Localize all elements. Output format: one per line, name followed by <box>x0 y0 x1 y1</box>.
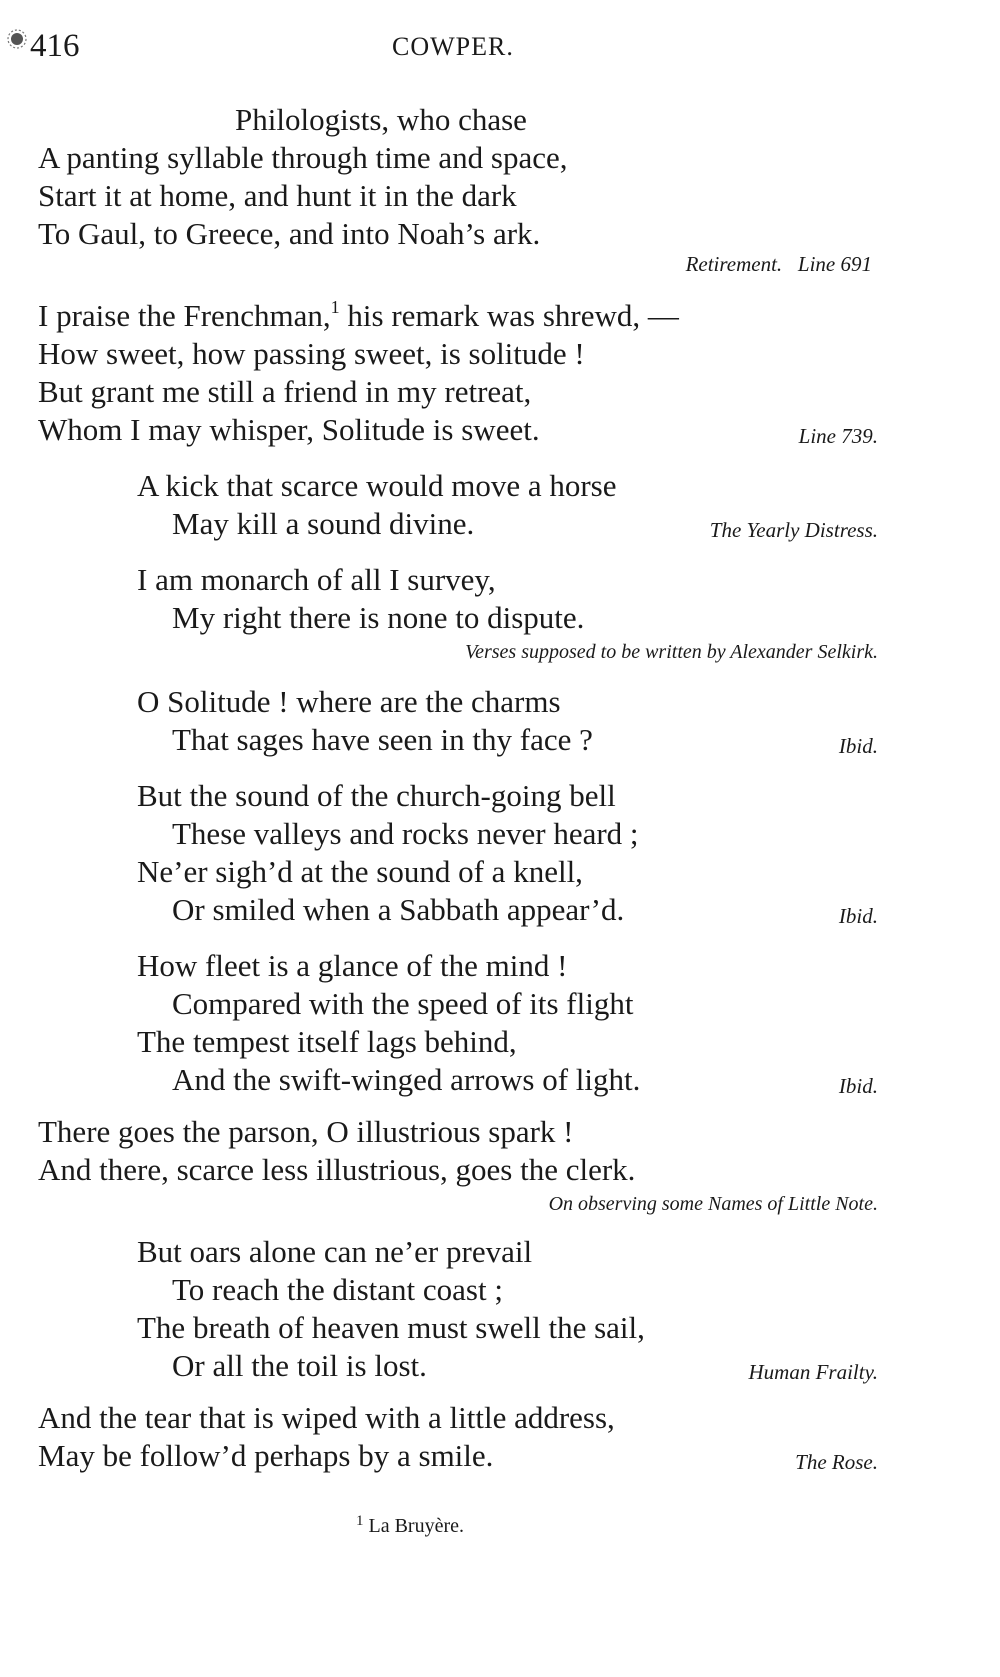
citation: Line 739. <box>798 424 878 448</box>
verse-line: There goes the parson, O illustrious spark ! <box>38 1114 574 1149</box>
verse-line: Ne’er sigh’d at the sound of a knell, <box>137 854 583 889</box>
verse-line: A kick that scarce would move a horse <box>137 468 617 503</box>
verse-line: Start it at home, and hunt it in the dark <box>38 178 517 213</box>
footnote-mark: 1 <box>330 297 340 317</box>
verse-line: To Gaul, to Greece, and into Noah’s ark. <box>38 216 541 251</box>
verse-line: But oars alone can ne’er prevail <box>137 1234 533 1269</box>
citation: Retirement. Line 691 <box>685 252 872 276</box>
verse-line: And the tear that is wiped with a little address, <box>38 1400 615 1435</box>
verse-line: How sweet, how passing sweet, is solitude ! <box>38 336 585 371</box>
citation: Human Frailty. <box>748 1360 878 1384</box>
footnote <box>356 1513 465 1537</box>
page-number: 416 <box>30 28 80 64</box>
verse-line: But grant me still a friend in my retreat, <box>38 374 532 409</box>
verse-line: The tempest itself lags behind, <box>137 1024 517 1059</box>
verse-line: The breath of heaven must swell the sail, <box>137 1310 645 1345</box>
footnote-mark: 1 <box>356 1513 364 1529</box>
verse-text: his remark was shrewd, — <box>339 298 679 333</box>
verse-line: Or smiled when a Sabbath appear’d. <box>172 892 625 927</box>
verse-line: May kill a sound divine. <box>172 506 475 541</box>
verse-line: I am monarch of all I survey, <box>137 562 496 597</box>
verse-line: These valleys and rocks never heard ; <box>172 816 639 851</box>
running-title: COWPER. <box>392 32 514 61</box>
citation: Ibid. <box>838 1074 878 1098</box>
verse-line: How fleet is a glance of the mind ! <box>137 948 568 983</box>
citation: Verses supposed to be written by Alexander Selkirk. <box>465 641 878 663</box>
verse-line: May be follow’d perhaps by a smile. <box>38 1438 494 1473</box>
verse-text: I praise the Frenchman, <box>38 298 331 333</box>
citation: Ibid. <box>838 734 878 758</box>
verse-line: My right there is none to dispute. <box>172 600 585 635</box>
citation: The Yearly Distress. <box>709 518 878 542</box>
verse-line: Philologists, who chase <box>235 102 527 137</box>
ink-spot-icon <box>6 28 28 50</box>
verse-line: Whom I may whisper, Solitude is sweet. <box>38 412 540 447</box>
verse-line: A panting syllable through time and space, <box>38 140 568 175</box>
verse-line: Compared with the speed of its flight <box>172 986 634 1021</box>
verse-line: And there, scarce less illustrious, goes the clerk. <box>38 1152 636 1187</box>
verse-line: That sages have seen in thy face ? <box>172 722 593 757</box>
citation: On observing some Names of Little Note. <box>548 1193 878 1215</box>
citation: The Rose. <box>795 1450 878 1474</box>
citation: Ibid. <box>838 904 878 928</box>
verse-line: O Solitude ! where are the charms <box>137 684 561 719</box>
verse-line: But the sound of the church-going bell <box>137 778 616 813</box>
verse-line: Or all the toil is lost. <box>172 1348 427 1383</box>
footnote-text: La Bruyère. <box>363 1515 465 1537</box>
verse-line <box>38 297 679 333</box>
verse-line: To reach the distant coast ; <box>172 1272 503 1307</box>
verse-line: And the swift-winged arrows of light. <box>172 1062 641 1097</box>
